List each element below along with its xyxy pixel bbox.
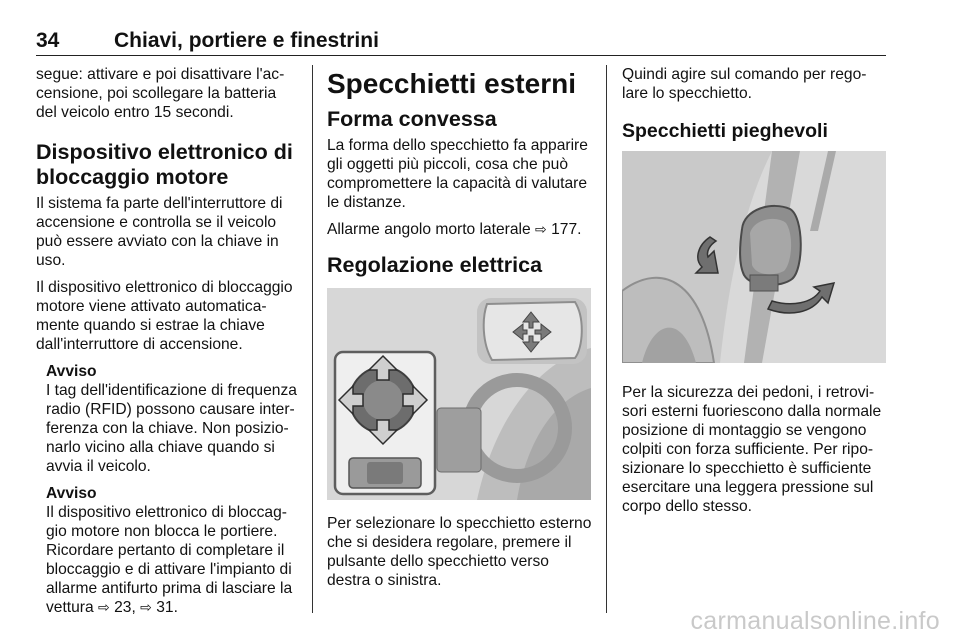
immobilizer-heading: Dispositivo elettronico di bloccaggio motore xyxy=(36,140,293,189)
column-2 xyxy=(327,65,593,598)
convex-heading: Forma convessa xyxy=(327,107,497,131)
running-title: Chiavi, portiere e finestrini xyxy=(114,29,379,52)
column-divider xyxy=(312,65,313,613)
notice-title: Avviso xyxy=(46,485,97,502)
folding-heading: Specchietti pieghevoli xyxy=(622,120,828,142)
page-link-23[interactable]: 23 xyxy=(114,599,132,616)
column-1 xyxy=(36,65,298,625)
page-link-31[interactable]: 31 xyxy=(156,599,174,616)
pedestrian-safety-paragraph: Per la sicurezza dei pedoni, i retrovi-sori esterni fuoriescono dalla normale posizione di montaggio se vengono colpiti con forza sufficiente. Per ripo-sizionare lo specchietto è sufficiente esercitare una leggera pressione sul corpo dello stesso. xyxy=(622,384,882,515)
notice-locking xyxy=(46,484,298,617)
select-mirror-paragraph: Per selezionare lo specchietto esterno che si desidera regolare, premere il pulsante dello specchietto verso destra o sinistra. xyxy=(327,515,592,589)
convex-paragraph: La forma dello specchietto fa apparire gli oggetti più piccoli, cosa che può compromettere la capacità di valutare le distanze. xyxy=(327,137,588,211)
notice-text: I tag dell'identificazione di frequenza radio (RFID) possono causare inter-ferenza con la chiave. Non posizio-narlo vicino alla chiave quando si avvia il veicolo. xyxy=(46,382,297,475)
immobilizer-paragraph-1: Il sistema fa parte dell'interruttore di accensione e controlla se il veicolo può essere avviato con la chiave in uso. xyxy=(36,195,283,269)
page-header xyxy=(36,29,886,56)
mirrors-heading: Specchietti esterni xyxy=(327,68,576,99)
folding-mirror-illustration xyxy=(622,151,886,363)
adjust-paragraph: Quindi agire sul comando per rego-lare lo specchietto. xyxy=(622,66,867,102)
xref-arrow-icon: ⇨ xyxy=(98,599,110,615)
notice-text: Il dispositivo elettronico di bloccag-gio motore non blocca le portiere. Ricordare pertanto di completare il bloccaggio e di attivare l'impianto di allarme antifurto prima di lasciare la vettura ⇨ 23, ⇨ 31. xyxy=(46,504,293,616)
intro-paragraph: segue: attivare e poi disattivare l'ac-censione, poi scollegare la batteria del veicolo entro 15 secondi. xyxy=(36,66,285,121)
mirror-control-illustration xyxy=(327,288,591,500)
blind-spot-paragraph: Allarme angolo morto laterale ⇨ 177. xyxy=(327,221,582,238)
page-number: 34 xyxy=(36,29,60,52)
xref-arrow-icon: ⇨ xyxy=(140,599,152,615)
page-link-177[interactable]: 177 xyxy=(551,221,578,238)
notice-title: Avviso xyxy=(46,363,97,380)
watermark-url: carmanualsonline.info xyxy=(690,607,940,635)
notice-rfid xyxy=(46,362,298,476)
column-divider xyxy=(606,65,607,613)
immobilizer-paragraph-2: Il dispositivo elettronico di bloccaggio motore viene attivato automatica-mente quando si estrae la chiave dall'interruttore di accensione. xyxy=(36,279,293,353)
electric-adjust-heading: Regolazione elettrica xyxy=(327,253,543,277)
xref-arrow-icon: ⇨ xyxy=(535,221,547,237)
column-3 xyxy=(622,65,888,524)
